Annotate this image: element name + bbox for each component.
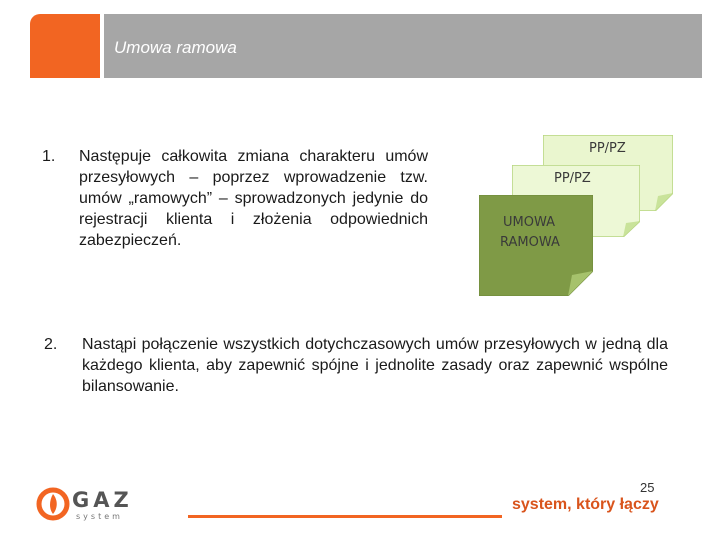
document-label: PP/PZ	[554, 171, 591, 186]
list-item-text: Następuje całkowita zmiana charakteru umów przesyłowych – poprzez wprowadzenie tzw. umów „ramowych” – sprowadzonych jedynie do rejestracji klienta i złożenia odpowiednich zabezpieczeń.	[79, 148, 428, 249]
page-number: 25	[640, 480, 655, 495]
list-item-number: 2.	[44, 336, 58, 353]
document-label-line2: RAMOWA	[500, 235, 560, 250]
list-item	[44, 334, 668, 397]
header-accent-block	[30, 14, 100, 78]
logo-subtext: system	[76, 512, 123, 521]
gaz-system-logo	[36, 486, 178, 522]
slide-title: Umowa ramowa	[114, 38, 237, 57]
document-label-line1: UMOWA	[503, 215, 555, 230]
slogan: system, który łączy	[512, 496, 659, 513]
footer-divider	[188, 515, 502, 518]
document-front-framework-agreement	[479, 195, 593, 296]
flame-icon	[39, 490, 67, 518]
list-item	[42, 146, 428, 251]
list-item-number: 1.	[42, 148, 56, 165]
logo-wordmark: GAZ	[72, 488, 133, 512]
document-label: PP/PZ	[589, 141, 626, 156]
list-item-text: Nastąpi połączenie wszystkich dotychczasowych umów przesyłowych w jedną dla każdego klienta, aby zapewnić spójne i jednolite zasady oraz zapewnić wspólne bilansowanie.	[82, 336, 668, 395]
